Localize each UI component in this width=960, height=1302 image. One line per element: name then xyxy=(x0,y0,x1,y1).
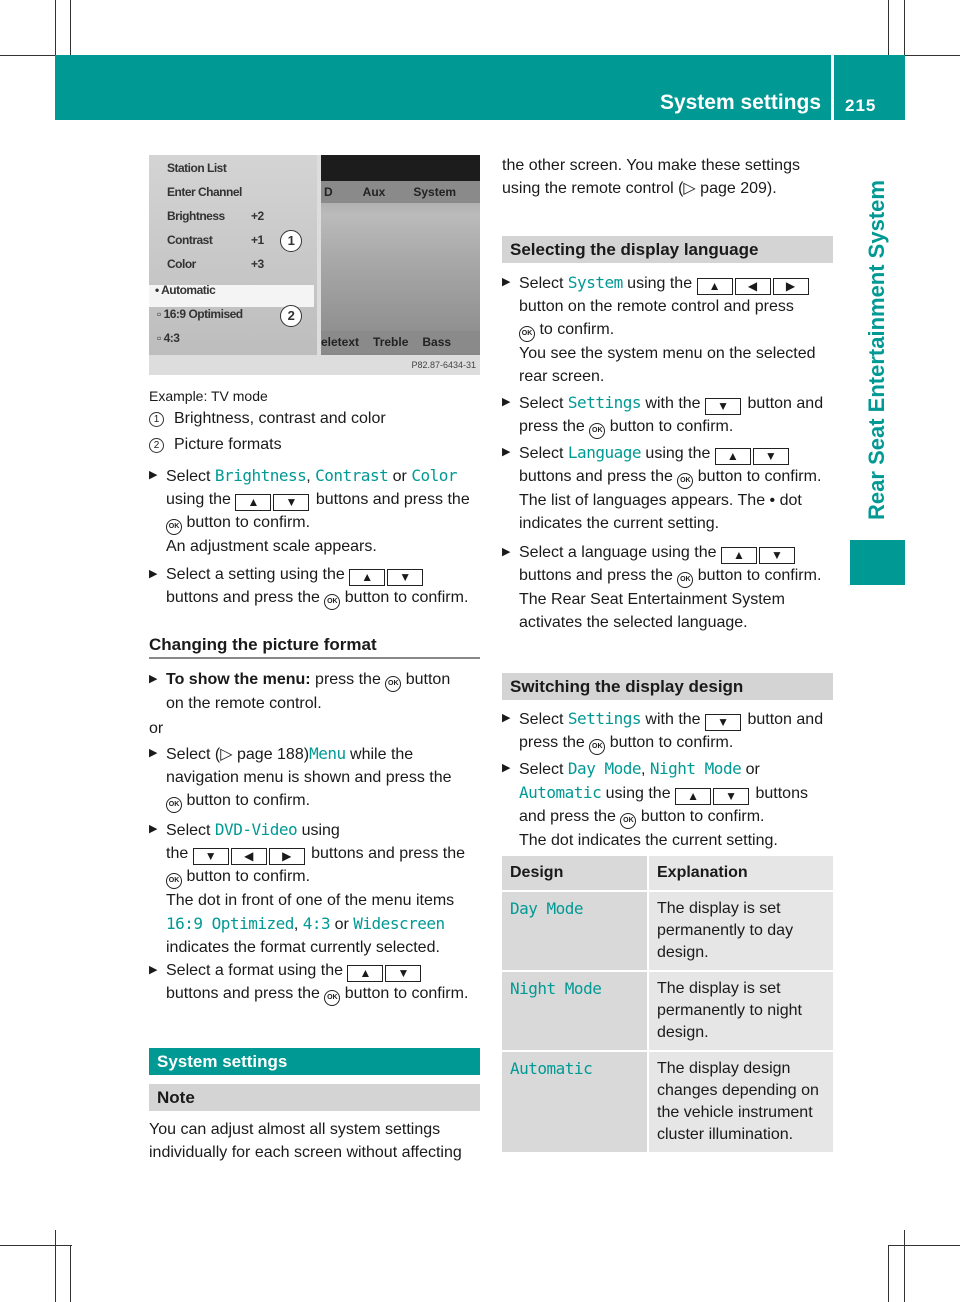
text: buttons and press the xyxy=(306,845,466,862)
text: The Rear Seat Entertainment System xyxy=(519,591,785,608)
text: or xyxy=(741,761,760,778)
step-line xyxy=(166,586,468,610)
text: button to confirm. xyxy=(182,792,311,809)
text: Select xyxy=(166,468,215,485)
step-line xyxy=(166,982,468,1006)
text: button to confirm. xyxy=(605,734,734,751)
step xyxy=(149,464,470,558)
up-arrow-button-icon: ▲ xyxy=(349,569,385,586)
step-line xyxy=(519,611,821,634)
text: The dot indicates the current setting. xyxy=(519,832,778,849)
text: using the xyxy=(640,445,715,462)
step-line xyxy=(519,271,815,295)
key-group xyxy=(715,445,791,462)
step-line xyxy=(166,842,465,865)
text: or xyxy=(388,468,412,485)
text: navigation menu is shown and press the xyxy=(166,769,452,786)
text: buttons and press the xyxy=(519,567,678,584)
text: the xyxy=(166,845,193,862)
down-arrow-button-icon: ▼ xyxy=(759,547,795,564)
menu-item-term: 4:3 xyxy=(302,914,331,933)
menu-item-term: System xyxy=(567,273,623,292)
page-number: 215 xyxy=(845,96,877,115)
text: Select xyxy=(519,711,568,728)
note-text: You can adjust almost all system settings individually for each screen without affecting xyxy=(149,1121,462,1161)
side-tab-marker xyxy=(850,540,905,585)
step xyxy=(502,757,808,852)
tv-mode-figure xyxy=(149,155,480,375)
key-group xyxy=(697,275,811,292)
down-arrow-button-icon: ▼ xyxy=(385,965,421,982)
step xyxy=(149,818,465,959)
text: buttons xyxy=(751,785,808,802)
key-group xyxy=(675,785,751,802)
step-line xyxy=(519,342,815,365)
text: buttons and press the xyxy=(311,491,470,508)
text: and press the xyxy=(519,808,621,825)
menu-item-term: Color xyxy=(411,466,457,485)
step-line xyxy=(166,535,470,558)
step-line xyxy=(519,489,821,512)
step-line xyxy=(519,512,821,535)
step-line xyxy=(166,511,470,535)
menu-item-term: Automatic xyxy=(519,783,602,802)
menu-item-term: Contrast xyxy=(315,466,389,485)
step-line xyxy=(519,295,815,318)
down-arrow-button-icon: ▼ xyxy=(273,494,309,511)
section-bar: Selecting the display language xyxy=(502,236,833,263)
section-heading: Changing the picture format xyxy=(149,635,480,659)
menu-item-term: Settings xyxy=(567,709,641,728)
step-line xyxy=(519,391,823,415)
text: or xyxy=(330,916,354,933)
text: indicates the current setting. xyxy=(519,515,720,532)
ok-button-icon: OK xyxy=(166,873,182,889)
down-arrow-button-icon: ▼ xyxy=(713,788,749,805)
figure-menu: Station List Enter Channel Brightness Contrast Color • Automatic ▫ 16:9 Optimised ▫ 4:3 +2 +1 +3 1 2 xyxy=(149,155,317,355)
table-row: Night Mode The display is set permanently to night design. xyxy=(502,971,833,1051)
text: button and xyxy=(743,395,824,412)
step-line xyxy=(519,707,823,731)
bold-text: To show the menu: xyxy=(166,671,311,688)
legend-item: 2 Picture formats xyxy=(149,433,282,456)
text: Select xyxy=(519,275,568,292)
step-line xyxy=(166,742,452,766)
step-line xyxy=(519,318,815,342)
header-title: System settings xyxy=(659,91,821,114)
text: , xyxy=(306,468,316,485)
text: with the xyxy=(640,711,706,728)
text: button on the remote control and press xyxy=(519,298,794,315)
up-arrow-button-icon: ▲ xyxy=(347,965,383,982)
text: button to confirm. xyxy=(340,985,469,1002)
menu-item-term: Settings xyxy=(567,393,641,412)
text: using the xyxy=(622,275,697,292)
text: button to confirm. xyxy=(340,589,469,606)
step-line xyxy=(519,541,821,564)
text: Select a language using the xyxy=(519,544,721,561)
step xyxy=(502,271,815,388)
menu-item-term: Brightness xyxy=(214,466,307,485)
text: buttons and press the xyxy=(166,589,325,606)
text: , xyxy=(293,916,303,933)
step xyxy=(502,541,821,634)
text: with the xyxy=(640,395,706,412)
text: button and xyxy=(743,711,824,728)
ok-button-icon: OK xyxy=(324,594,340,610)
text: button to confirm. xyxy=(182,868,311,885)
step-line xyxy=(519,829,808,852)
step-line xyxy=(519,465,821,489)
menu-item-term: Language xyxy=(567,443,641,462)
text: activates the selected language. xyxy=(519,614,748,631)
text: on the remote control. xyxy=(166,695,322,712)
key-group xyxy=(193,845,307,862)
ok-button-icon: OK xyxy=(166,519,182,535)
text: while the xyxy=(345,746,414,763)
menu-item-term: 16:9 Optimized xyxy=(166,914,294,933)
text: You see the system menu on the selected xyxy=(519,345,816,362)
text: Select (▷ page 188) xyxy=(166,746,310,763)
table-row: Automatic The display design changes depending on the vehicle instrument cluster illumination. xyxy=(502,1051,833,1153)
text: using xyxy=(297,822,340,839)
text: button to confirm. xyxy=(636,808,765,825)
step-line xyxy=(519,781,808,805)
step-line xyxy=(519,757,808,781)
ok-button-icon: OK xyxy=(589,423,605,439)
text: indicates the format currently selected. xyxy=(166,939,440,956)
text: to confirm. xyxy=(535,321,615,338)
step-line xyxy=(519,731,823,755)
menu-item-term: Night Mode xyxy=(649,759,742,778)
ok-button-icon: OK xyxy=(166,797,182,813)
text: press the xyxy=(519,418,590,435)
step-line xyxy=(166,889,465,912)
figure-caption: Example: TV mode xyxy=(149,388,268,404)
step-line xyxy=(166,789,452,813)
text: button to confirm. xyxy=(693,567,822,584)
up-arrow-button-icon: ▲ xyxy=(235,494,271,511)
key-group xyxy=(721,544,797,561)
ok-button-icon: OK xyxy=(677,572,693,588)
page-header xyxy=(55,55,905,120)
figure-screen: D Aux System eletext Treble Bass xyxy=(321,155,480,355)
step xyxy=(502,707,823,755)
text: button xyxy=(401,671,451,688)
text: using the xyxy=(166,491,236,508)
text: Select xyxy=(519,761,568,778)
step-line xyxy=(166,668,450,692)
right-arrow-button-icon: ▶ xyxy=(773,278,809,295)
figure-code: P82.87-6434-31 xyxy=(411,360,476,370)
system-settings-bar: System settings xyxy=(149,1048,480,1075)
down-arrow-button-icon: ▼ xyxy=(387,569,423,586)
up-arrow-button-icon: ▲ xyxy=(697,278,733,295)
key-group xyxy=(347,962,423,979)
menu-item-term: Menu xyxy=(309,744,346,763)
text: Select xyxy=(519,395,568,412)
text: An adjustment scale appears. xyxy=(166,538,377,555)
text: The list of languages appears. The • dot xyxy=(519,492,802,509)
down-arrow-button-icon: ▼ xyxy=(753,448,789,465)
section-bar: Switching the display design xyxy=(502,673,833,700)
key-group xyxy=(235,491,311,508)
text: Select xyxy=(166,822,215,839)
text: rear screen. xyxy=(519,368,605,385)
key-group xyxy=(705,711,743,728)
left-arrow-button-icon: ◀ xyxy=(735,278,771,295)
up-arrow-button-icon: ▲ xyxy=(721,547,757,564)
step-line xyxy=(519,805,808,829)
step-line xyxy=(166,464,470,488)
step-line xyxy=(519,415,823,439)
menu-item-term: DVD-Video xyxy=(214,820,298,839)
step-line xyxy=(166,488,470,511)
step xyxy=(502,441,821,535)
step-line xyxy=(166,766,452,789)
menu-item-term: Widescreen xyxy=(353,914,445,933)
up-arrow-button-icon: ▲ xyxy=(675,788,711,805)
down-arrow-button-icon: ▼ xyxy=(705,714,741,731)
key-group xyxy=(705,395,743,412)
step-line xyxy=(519,365,815,388)
text: press the xyxy=(519,734,590,751)
header-divider xyxy=(831,55,834,120)
text: Select a format using the xyxy=(166,962,348,979)
step xyxy=(502,391,823,439)
right-arrow-button-icon: ▶ xyxy=(269,848,305,865)
step-line xyxy=(166,865,465,889)
text: button to confirm. xyxy=(693,468,822,485)
text: buttons and press the xyxy=(519,468,678,485)
text: press the xyxy=(310,671,386,688)
step xyxy=(149,742,452,813)
down-arrow-button-icon: ▼ xyxy=(193,848,229,865)
text: , xyxy=(640,761,650,778)
step-line xyxy=(166,818,465,842)
step-line xyxy=(166,692,450,715)
ok-button-icon: OK xyxy=(385,676,401,692)
step-line xyxy=(519,441,821,465)
step xyxy=(149,563,468,610)
table-header-row: Design Explanation xyxy=(502,856,833,891)
menu-item-term: Day Mode xyxy=(567,759,641,778)
step xyxy=(149,668,450,715)
ok-button-icon: OK xyxy=(519,326,535,342)
up-arrow-button-icon: ▲ xyxy=(715,448,751,465)
table-row: Day Mode The display is set permanently to day design. xyxy=(502,891,833,971)
or-text: or xyxy=(149,720,164,737)
left-arrow-button-icon: ◀ xyxy=(231,848,267,865)
text: button to confirm. xyxy=(182,514,311,531)
step-line xyxy=(519,588,821,611)
ok-button-icon: OK xyxy=(677,473,693,489)
text: buttons and press the xyxy=(166,985,325,1002)
step-line xyxy=(166,912,465,936)
ok-button-icon: OK xyxy=(324,990,340,1006)
step-line xyxy=(166,936,465,959)
text: using the xyxy=(601,785,676,802)
step-line xyxy=(166,959,468,982)
ok-button-icon: OK xyxy=(589,739,605,755)
step-line xyxy=(519,564,821,588)
text: The dot in front of one of the menu items xyxy=(166,892,455,909)
legend-item: 1 Brightness, contrast and color xyxy=(149,407,386,430)
text: Select xyxy=(519,445,568,462)
down-arrow-button-icon: ▼ xyxy=(705,398,741,415)
key-group xyxy=(349,566,425,583)
intro-text: the other screen. You make these settings using the remote control (▷ page 209). xyxy=(502,157,800,197)
step xyxy=(149,959,468,1006)
step-line xyxy=(166,563,468,586)
design-table xyxy=(502,856,833,1154)
text: Select a setting using the xyxy=(166,566,350,583)
side-tab-label: Rear Seat Entertainment System xyxy=(864,180,889,520)
text: button to confirm. xyxy=(605,418,734,435)
ok-button-icon: OK xyxy=(620,813,636,829)
note-bar: Note xyxy=(149,1084,480,1111)
